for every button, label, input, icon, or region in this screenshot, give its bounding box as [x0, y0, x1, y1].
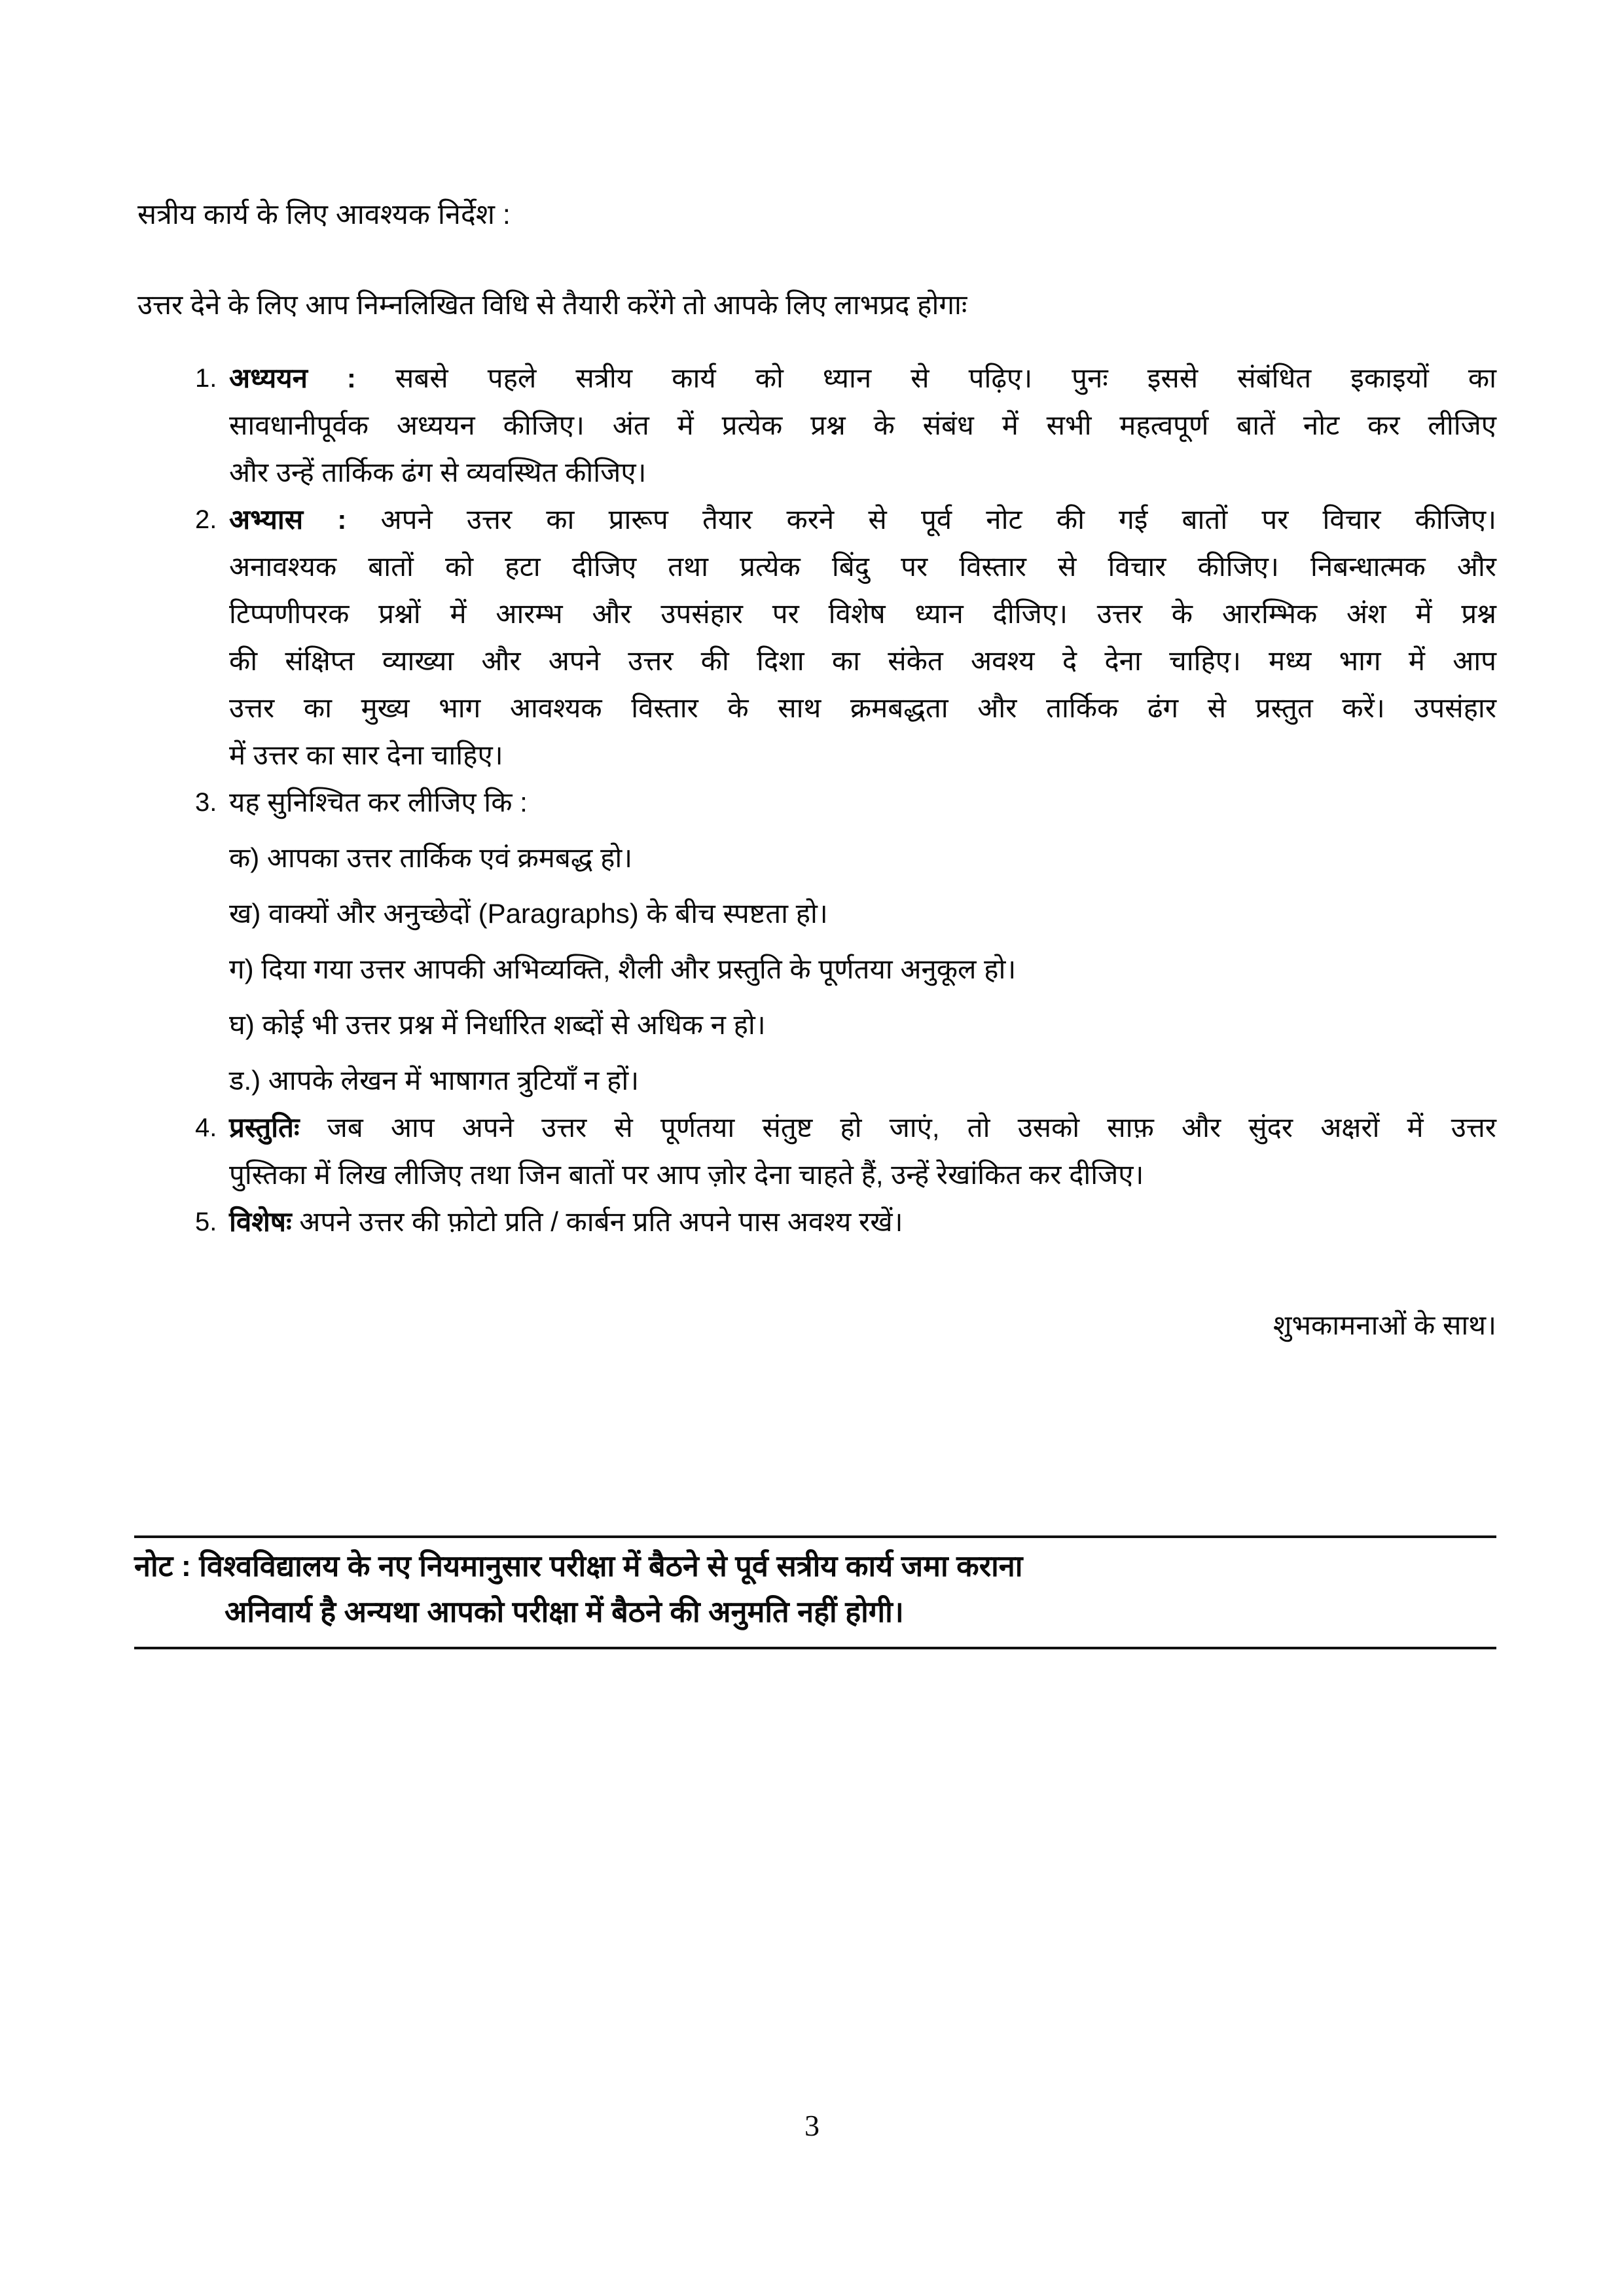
- text-line: अभ्यास : अपने उत्तर का प्रारूप तैयार करने से पूर्व नोट की गई बातों पर विचार कीजिए।: [229, 504, 1496, 535]
- list-item: [137, 496, 1496, 779]
- text-line: अनावश्यक बातों को हटा दीजिए तथा प्रत्येक बिंदु पर विस्तार से विचार कीजिए। निबन्धात्मक और: [229, 551, 1496, 582]
- text-line: अध्ययन : सबसे पहले सत्रीय कार्य को ध्यान से पढ़िए। पुनः इससे संबंधित इकाइयों का: [229, 363, 1496, 393]
- text-line: और उन्हें तार्किक ढंग से व्यवस्थित कीजिए।: [229, 457, 647, 488]
- text-line: की संक्षिप्त व्याख्या और अपने उत्तर की दिशा का संकेत अवश्य दे देना चाहिए। मध्य भाग में आप: [229, 645, 1496, 676]
- text-line: ख) वाक्यों और अनुच्छेदों (Paragraphs) के बीच स्पष्टता हो।: [229, 898, 828, 929]
- list-item-number: 2.: [195, 505, 217, 534]
- list-item: [137, 779, 1496, 1104]
- list-item-lead: अध्ययन :: [229, 363, 356, 393]
- document-content: [137, 191, 1496, 1349]
- text-line: सावधानीपूर्वक अध्ययन कीजिए। अंत में प्रत्येक प्रश्न के संबंध में सभी महत्वपूर्ण बातें नोट कर लीजिए: [229, 410, 1496, 440]
- instruction-list: [137, 355, 1496, 1246]
- intro-paragraph: उत्तर देने के लिए आप निम्नलिखित विधि से तैयारी करेंगे तो आपके लिए लाभप्रद होगाः: [137, 289, 967, 320]
- list-item-lead: विशेषः: [229, 1206, 292, 1237]
- text-line: ड.) आपके लेखन में भाषागत त्रुटियाँ न हों।: [229, 1065, 640, 1096]
- text-line: में उत्तर का सार देना चाहिए।: [229, 740, 503, 770]
- text-line: विशेषः अपने उत्तर की फ़ोटो प्रति / कार्बन प्रति अपने पास अवश्य रखें।: [229, 1206, 903, 1237]
- page-number: 3: [804, 2109, 820, 2142]
- list-item-number: 5.: [195, 1208, 217, 1236]
- list-item-number: 1.: [195, 364, 217, 393]
- list-item-lead: अभ्यास :: [229, 504, 347, 535]
- text-line: घ) कोई भी उत्तर प्रश्न में निर्धारित शब्दों से अधिक न हो।: [229, 1009, 766, 1040]
- text-line: उत्तर का मुख्य भाग आवश्यक विस्तार के साथ क्रमबद्धता और तार्किक ढंग से प्रस्तुत करें। उपसंहार: [229, 692, 1496, 723]
- page-title: सत्रीय कार्य के लिए आवश्यक निर्देश :: [137, 199, 511, 230]
- text-line: क) आपका उत्तर तार्किक एवं क्रमबद्ध हो।: [229, 842, 633, 873]
- text-line: ग) दिया गया उत्तर आपकी अभिव्यक्ति, शैली और प्रस्तुति के पूर्णतया अनुकूल हो।: [229, 954, 1017, 984]
- list-item-number: 4.: [195, 1113, 217, 1142]
- text-line: प्रस्तुतिः जब आप अपने उत्तर से पूर्णतया संतुष्ट हो जाएं, तो उसको साफ़ और सुंदर अक्षरों में उत्तर: [229, 1112, 1496, 1143]
- list-item: [137, 1198, 1496, 1246]
- text-line: यह सुनिश्चित कर लीजिए कि :: [229, 787, 528, 817]
- note-block: [134, 1535, 1496, 1649]
- closing-salutation: शुभकामनाओं के साथ।: [1272, 1310, 1496, 1340]
- list-item: [137, 355, 1496, 496]
- text-line: पुस्तिका में लिख लीजिए तथा जिन बातों पर आप ज़ोर देना चाहते हैं, उन्हें रेखांकित कर दीजिए।: [229, 1159, 1144, 1190]
- list-item-lead: प्रस्तुतिः: [229, 1112, 300, 1143]
- list-item: [137, 1104, 1496, 1198]
- note-line-1: नोट : विश्वविद्यालय के नए नियमानुसार परीक्षा में बैठने से पूर्व सत्रीय कार्य जमा कराना: [134, 1549, 1023, 1583]
- text-line: टिप्पणीपरक प्रश्नों में आरम्भ और उपसंहार पर विशेष ध्यान दीजिए। उत्तर के आरम्भिक अंश में प्रश्न: [229, 598, 1496, 629]
- note-line-2: अनिवार्य है अन्यथा आपको परीक्षा में बैठने की अनुमति नहीं होगी।: [225, 1595, 904, 1628]
- list-item-number: 3.: [195, 788, 217, 817]
